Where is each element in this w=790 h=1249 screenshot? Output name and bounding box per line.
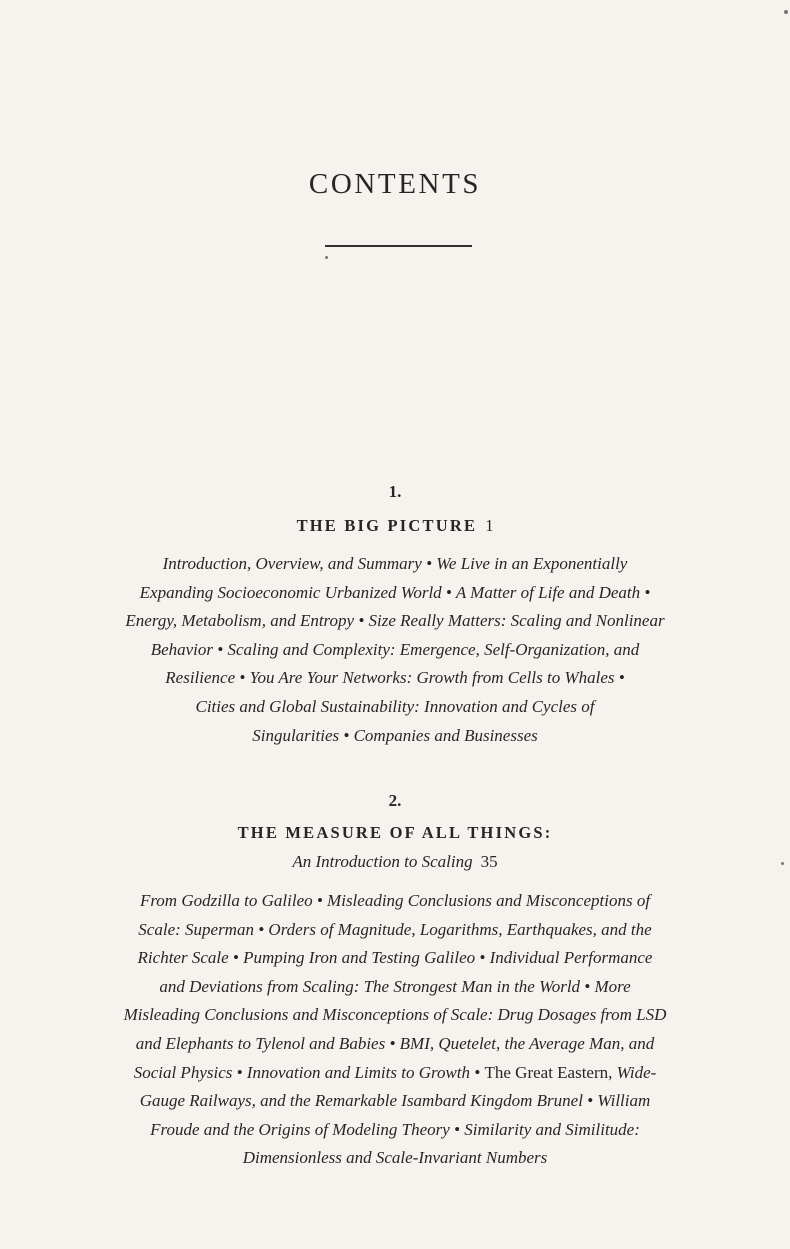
chapter-1-line-3: Energy, Metabolism, and Entropy • Size Really Matters: Scaling and Nonlinear xyxy=(125,611,665,631)
chapter-1-title: THE BIG PICTURE xyxy=(296,516,478,535)
chapter-2-line-10: Dimensionless and Scale-Invariant Numbers xyxy=(242,1148,548,1168)
chapter-2-section-list xyxy=(95,887,695,1173)
title-divider xyxy=(325,245,472,247)
chapter-2-line-7-end: Wide- xyxy=(612,1062,657,1082)
chapter-2-line-8: Gauge Railways, and the Remarkable Isambard Kingdom Brunel • William xyxy=(139,1091,651,1111)
chapter-2-line-2: Scale: Superman • Orders of Magnitude, Logarithms, Earthquakes, and the xyxy=(138,919,652,939)
chapter-1-line-4: Behavior • Scaling and Complexity: Emergence, Self-Organization, and xyxy=(150,639,640,659)
chapter-2-subheading-row xyxy=(0,853,790,870)
chapter-2-page-number: 35 xyxy=(480,852,498,871)
chapter-2-line-6: and Elephants to Tylenol and Babies • BMI, Quetelet, the Average Man, and xyxy=(135,1033,655,1053)
chapter-2-line-1: From Godzilla to Galileo • Misleading Conclusions and Misconceptions of xyxy=(139,891,651,910)
paper-speck xyxy=(784,10,788,14)
chapter-2-subheading: An Introduction to Scaling xyxy=(292,852,473,871)
chapter-1-line-7: Singularities • Companies and Businesses xyxy=(252,725,538,745)
chapter-1-line-5: Resilience • You Are Your Networks: Growth from Cells to Whales • xyxy=(165,668,625,688)
chapter-2-line-7-start: Social Physics • Innovation and Limits to Growth • xyxy=(133,1062,485,1082)
chapter-1-heading xyxy=(0,518,790,535)
chapter-2-line-9: Froude and the Origins of Modeling Theory • Similarity and Similitude: xyxy=(150,1119,640,1139)
paper-speck xyxy=(325,256,328,259)
chapter-2-line-4: and Deviations from Scaling: The Strongest Man in the World • More xyxy=(159,976,631,996)
paper-speck xyxy=(781,862,784,865)
chapter-1-line-1: Introduction, Overview, and Summary • We Live in an Exponentially xyxy=(162,554,628,573)
chapter-2-line-5: Misleading Conclusions and Misconceptions of Scale: Drug Dosages from LSD xyxy=(123,1005,667,1025)
chapter-2-heading: THE MEASURE OF ALL THINGS: xyxy=(237,823,553,842)
chapter-1-number: 1. xyxy=(388,482,402,501)
contents-title: CONTENTS xyxy=(308,168,482,200)
chapter-1-page-number: 1 xyxy=(485,516,494,535)
chapter-2-line-7 xyxy=(95,1059,695,1088)
chapter-2-number: 2. xyxy=(388,791,402,810)
chapter-1-line-2: Expanding Socioeconomic Urbanized World • A Matter of Life and Death • xyxy=(139,582,651,602)
chapter-2-line-7-roman-fragment: The Great Eastern, xyxy=(484,1062,613,1082)
chapter-1-section-list xyxy=(95,550,695,750)
chapter-1-line-6: Cities and Global Sustainability: Innovation and Cycles of xyxy=(195,696,595,716)
chapter-2-line-3: Richter Scale • Pumping Iron and Testing Galileo • Individual Performance xyxy=(137,948,653,968)
